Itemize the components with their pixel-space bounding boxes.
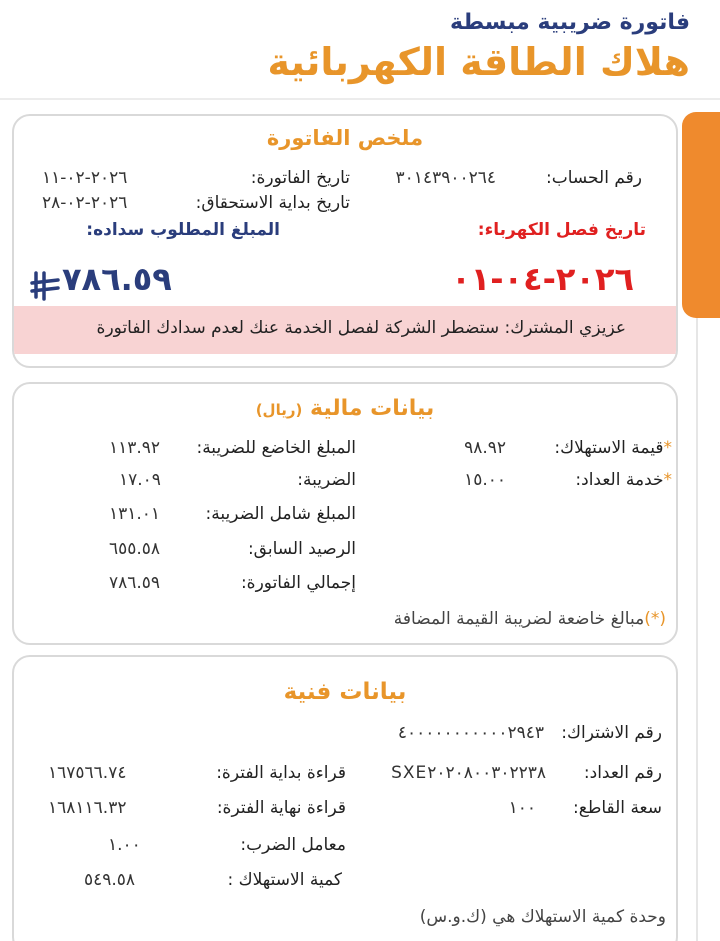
multiplier-label: معامل الضرب: <box>240 835 346 855</box>
side-tab[interactable] <box>682 112 720 318</box>
taxable-value: ١١٣.٩٢ <box>109 438 161 458</box>
due-start-label: تاريخ بداية الاستحقاق: <box>195 193 350 213</box>
start-read-value: ١٦٧٥٦٦.٧٤ <box>48 763 127 783</box>
quantity-value: ٥٤٩.٥٨ <box>84 870 136 890</box>
multiplier-value: ١.٠٠ <box>108 835 141 855</box>
consumption-value: ٩٨.٩٢ <box>464 438 506 458</box>
financial-title <box>14 396 676 421</box>
amount-due-value: ٧٨٦.٥٩ <box>62 260 172 298</box>
consumption-label: *قيمة الاستهلاك: <box>554 438 672 458</box>
riyal-currency-icon <box>30 271 62 301</box>
subscription-value: ٤٠٠٠٠٠٠٠٠٠٠٠٢٩٤٣ <box>397 723 544 743</box>
financial-unit: (ريال) <box>255 401 303 419</box>
cutoff-date-value: ٢٠٢٦-٠٤-٠١ <box>451 260 634 298</box>
invoice-date-value: ٢٠٢٦-٠٢-١١ <box>42 168 128 188</box>
total-label: إجمالي الفاتورة: <box>240 573 356 593</box>
meter-service-label: *خدمة العداد: <box>575 470 672 490</box>
amount-due-label: المبلغ المطلوب سداده: <box>86 220 280 240</box>
invoice-title: هلاك الطاقة الكهربائية <box>267 40 690 84</box>
tax-label: الضريبة: <box>297 470 356 490</box>
financial-title-text: بيانات مالية <box>310 396 435 421</box>
incl-tax-label: المبلغ شامل الضريبة: <box>205 504 356 524</box>
prev-balance-value: ٦٥٥.٥٨ <box>109 539 161 559</box>
breaker-value: ١٠٠ <box>508 798 536 818</box>
meter-service-value: ١٥.٠٠ <box>464 470 506 490</box>
start-read-label: قراءة بداية الفترة: <box>216 763 346 783</box>
subscription-label: رقم الاشتراك: <box>561 723 662 743</box>
summary-card <box>12 114 678 368</box>
financial-card <box>12 382 678 645</box>
account-value: ٣٠١٤٣٩٠٠٢٦٤ <box>395 168 496 188</box>
disconnection-warning <box>14 306 676 354</box>
header-divider <box>0 98 720 100</box>
account-label: رقم الحساب: <box>545 168 642 188</box>
invoice-date-label: تاريخ الفاتورة: <box>250 168 350 188</box>
taxable-label: المبلغ الخاضع للضريبة: <box>196 438 356 458</box>
quantity-label: كمية الاستهلاك : <box>227 870 342 890</box>
cutoff-date-label: تاريخ فصل الكهرباء: <box>477 220 646 240</box>
meter-number-label: رقم العداد: <box>583 763 662 783</box>
summary-title: ملخص الفاتورة <box>266 126 424 150</box>
breaker-label: سعة القاطع: <box>573 798 662 818</box>
end-read-value: ١٦٨١١٦.٣٢ <box>48 798 127 818</box>
side-scroll-track <box>696 318 698 941</box>
vat-footnote: (*)مبالغ خاضعة لضريبة القيمة المضافة <box>393 609 666 629</box>
unit-note: وحدة كمية الاستهلاك هي (ك.و.س) <box>419 907 666 927</box>
invoice-subtitle: فاتورة ضريبية مبسطة <box>450 10 690 35</box>
prev-balance-label: الرصيد السابق: <box>247 539 356 559</box>
technical-title: بيانات فنية <box>283 679 407 705</box>
header <box>0 0 720 100</box>
end-read-label: قراءة نهاية الفترة: <box>216 798 346 818</box>
meter-number-value: SXE٢٠٢٠٨٠٠٣٠٢٢٣٨ <box>391 763 546 783</box>
amount-due <box>24 260 172 301</box>
incl-tax-value: ١٣١.٠١ <box>109 504 161 524</box>
warning-text: عزيزي المشترك: ستضطر الشركة لفصل الخدمة عنك لعدم سدادك الفاتورة <box>96 318 626 338</box>
due-start-value: ٢٠٢٦-٠٢-٢٨ <box>42 193 128 213</box>
total-value: ٧٨٦.٥٩ <box>109 573 161 593</box>
tax-value: ١٧.٠٩ <box>119 470 161 490</box>
technical-card <box>12 655 678 941</box>
